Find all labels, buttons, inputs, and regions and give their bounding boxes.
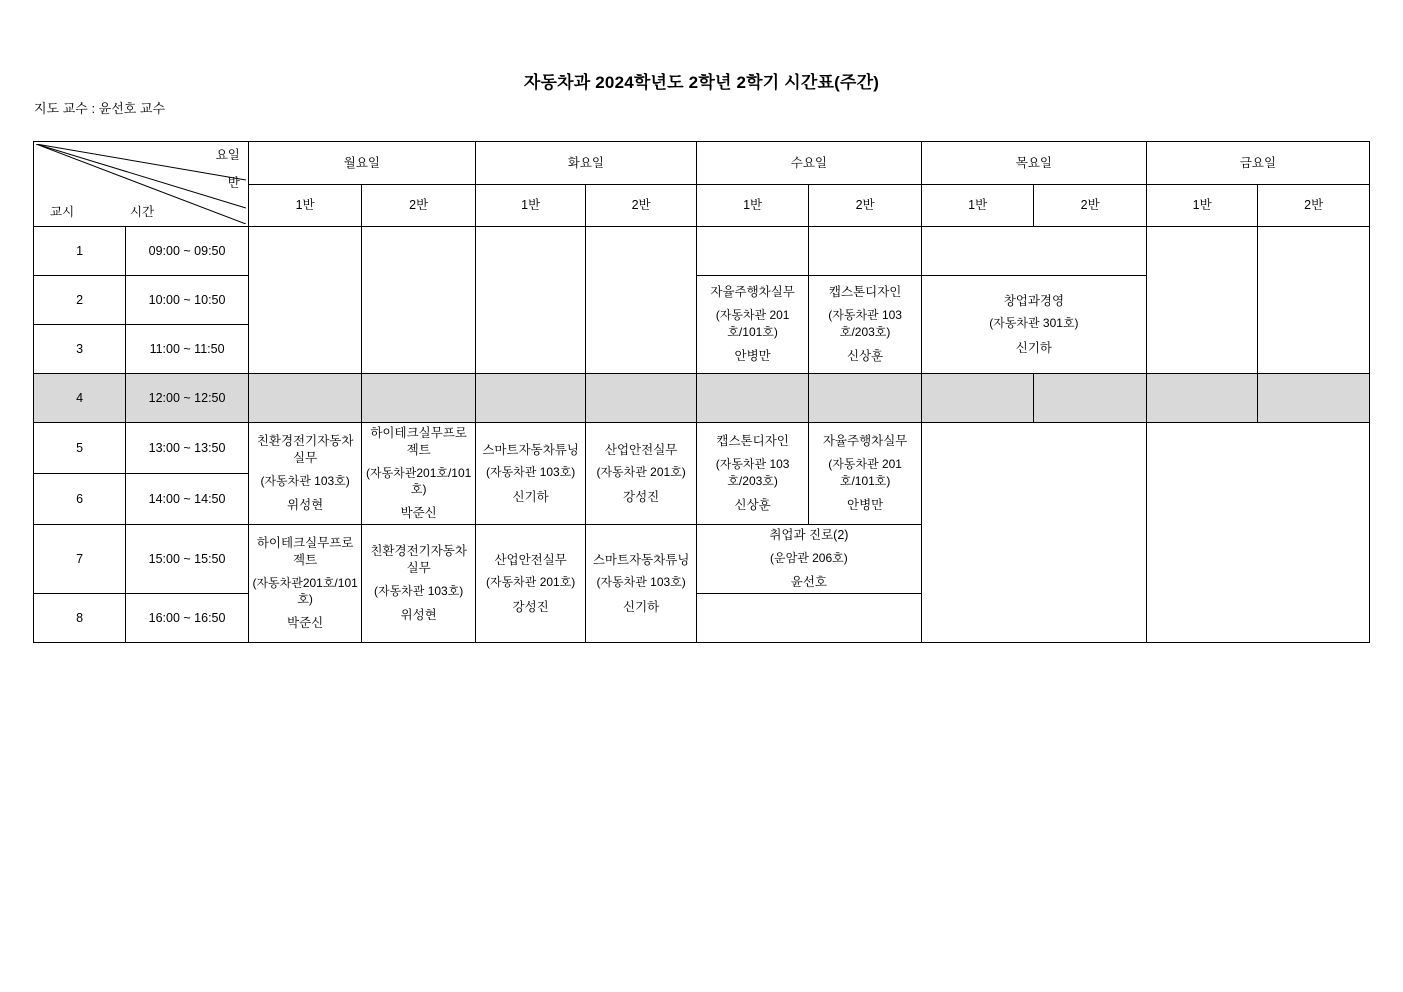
cell-thu-p1 — [921, 227, 1146, 276]
course-professor: 신상훈 — [734, 497, 771, 512]
class-header-mon-1: 1반 — [248, 184, 362, 227]
cell-mon-1-p7to8 — [248, 525, 362, 643]
period-time-1: 09:00 ~ 09:50 — [126, 227, 249, 276]
cell-mon-2-p1to3 — [362, 227, 476, 374]
corner-label-time: 시간 — [130, 204, 155, 219]
period-number-2: 2 — [34, 276, 126, 325]
cell-tue-2-p5to6 — [586, 423, 696, 525]
period-time-4: 12:00 ~ 12:50 — [126, 374, 249, 423]
cell-mon-1-p4 — [248, 374, 362, 423]
cell-mon-2-p7to8 — [362, 525, 476, 643]
cell-tue-1-p4 — [475, 374, 585, 423]
cell-wed-2-p2to3 — [809, 276, 922, 374]
course-name: 취업과 진로(2) — [769, 528, 849, 542]
course-name: 자율주행차실무 — [710, 285, 795, 300]
cell-wed-p8 — [696, 593, 921, 642]
day-header-mon: 월요일 — [248, 142, 475, 185]
class-header-wed-2: 2반 — [809, 184, 922, 227]
course-room: (자동차관 103호) — [260, 473, 350, 488]
period-number-4: 4 — [34, 374, 126, 423]
advisor-label: 지도 교수 : 윤선호 교수 — [34, 101, 166, 116]
course-name: 하이테크실무프로젝트 — [256, 535, 354, 567]
course-room: (자동차관 201호/101호) — [828, 457, 902, 488]
period-number-6: 6 — [34, 474, 126, 525]
course-name: 산업안전실무 — [604, 442, 678, 457]
course-name: 스마트자동차튜닝 — [592, 552, 690, 567]
cell-thu-2-p4 — [1034, 374, 1147, 423]
cell-wed-1-p1 — [696, 227, 809, 276]
cell-wed-2-p1 — [809, 227, 922, 276]
period-time-2: 10:00 ~ 10:50 — [126, 276, 249, 325]
period-time-6: 14:00 ~ 14:50 — [126, 474, 249, 525]
course-room: (자동차관 103호) — [374, 583, 464, 598]
course-professor: 신상훈 — [847, 348, 884, 363]
period-time-8: 16:00 ~ 16:50 — [126, 593, 249, 642]
course-room: (자동차관 103호) — [596, 575, 686, 590]
class-header-fri-1: 1반 — [1146, 184, 1257, 227]
course-room: (자동차관 103호) — [486, 465, 576, 480]
course-room: (자동차관201호/101호) — [252, 575, 358, 606]
course-room: (운암관 206호) — [770, 550, 848, 565]
course-name: 스마트자동차튜닝 — [482, 442, 579, 457]
corner-label-period: 교시 — [50, 204, 75, 219]
course-room: (자동차관 103호/203호) — [715, 457, 790, 488]
period-number-1: 1 — [34, 227, 126, 276]
course-professor: 위성현 — [287, 498, 324, 513]
class-header-thu-2: 2반 — [1034, 184, 1147, 227]
course-professor: 안병만 — [847, 497, 884, 512]
course-name: 하이테크실무프로젝트 — [370, 426, 467, 457]
period-time-5: 13:00 ~ 13:50 — [126, 423, 249, 474]
course-name: 캡스톤디자인 — [828, 285, 902, 300]
course-professor: 강성진 — [512, 599, 549, 614]
cell-tue-2-p1to3 — [586, 227, 696, 374]
cell-fri-2-p1to3 — [1258, 227, 1370, 374]
cell-wed-p7 — [696, 525, 921, 594]
period-time-3: 11:00 ~ 11:50 — [126, 325, 249, 374]
cell-wed-1-p4 — [696, 374, 809, 423]
cell-fri-1-p4 — [1146, 374, 1257, 423]
day-header-thu: 목요일 — [921, 142, 1146, 185]
course-professor: 윤선호 — [790, 575, 827, 590]
course-professor: 박준신 — [400, 506, 437, 521]
course-name: 친환경전기자동차실무 — [370, 544, 467, 575]
course-room: (자동차관 103호/203호) — [828, 308, 902, 339]
cell-wed-1-p5to6 — [696, 423, 809, 525]
cell-wed-2-p5to6 — [809, 423, 922, 525]
cell-mon-1-p1to3 — [248, 227, 362, 374]
cell-fri-2-p4 — [1258, 374, 1370, 423]
course-name: 친환경전기자동차실무 — [256, 434, 354, 465]
class-header-thu-1: 1반 — [921, 184, 1034, 227]
course-professor: 안병만 — [734, 348, 771, 363]
cell-wed-1-p2to3 — [696, 276, 809, 374]
corner-label-day: 요일 — [215, 148, 240, 162]
cell-thu-p5to8 — [921, 423, 1146, 643]
cell-tue-2-p4 — [586, 374, 696, 423]
cell-thu-p2to3 — [921, 276, 1146, 374]
course-room: (자동차관 301호) — [989, 316, 1079, 331]
course-professor: 신기하 — [623, 599, 660, 614]
cell-tue-1-p5to6 — [475, 423, 585, 525]
corner-label-class: 반 — [227, 176, 240, 190]
cell-fri-1-p1to3 — [1146, 227, 1257, 374]
day-header-fri: 금요일 — [1146, 142, 1369, 185]
cell-wed-2-p4 — [809, 374, 922, 423]
course-professor: 박준신 — [287, 616, 324, 631]
period-number-3: 3 — [34, 325, 126, 374]
cell-tue-1-p1to3 — [475, 227, 585, 374]
period-number-7: 7 — [34, 525, 126, 594]
course-name: 창업과경영 — [1003, 293, 1065, 308]
class-header-mon-2: 2반 — [362, 184, 476, 227]
course-room: (자동차관201호/101호) — [365, 465, 472, 496]
table-corner-header — [34, 142, 249, 227]
period-number-8: 8 — [34, 593, 126, 642]
course-professor: 신기하 — [512, 489, 549, 504]
course-professor: 신기하 — [1015, 340, 1053, 355]
cell-mon-1-p5to6 — [248, 423, 362, 525]
cell-fri-p5to8 — [1146, 423, 1369, 643]
cell-mon-2-p4 — [362, 374, 476, 423]
cell-tue-2-p7to8 — [586, 525, 696, 643]
course-name: 캡스톤디자인 — [716, 434, 789, 449]
period-number-5: 5 — [34, 423, 126, 474]
course-room: (자동차관 201호) — [596, 465, 686, 480]
class-header-fri-2: 2반 — [1258, 184, 1370, 227]
course-name: 자율주행차실무 — [822, 434, 908, 449]
course-name: 산업안전실무 — [494, 552, 567, 567]
day-header-tue: 화요일 — [475, 142, 696, 185]
timetable — [33, 141, 1370, 643]
class-header-tue-2: 2반 — [586, 184, 696, 227]
cell-tue-1-p7to8 — [475, 525, 585, 643]
course-professor: 위성현 — [400, 608, 437, 622]
course-professor: 강성진 — [623, 489, 660, 504]
class-header-wed-1: 1반 — [696, 184, 809, 227]
day-header-wed: 수요일 — [696, 142, 921, 185]
class-header-tue-1: 1반 — [475, 184, 585, 227]
course-room: (자동차관 201호/101호) — [715, 308, 790, 339]
cell-thu-1-p4 — [921, 374, 1034, 423]
period-time-7: 15:00 ~ 15:50 — [126, 525, 249, 594]
course-room: (자동차관 201호) — [486, 575, 576, 590]
cell-mon-2-p5to6 — [362, 423, 476, 525]
page-title: 자동차과 2024학년도 2학년 2학기 시간표(주간) — [523, 73, 880, 92]
